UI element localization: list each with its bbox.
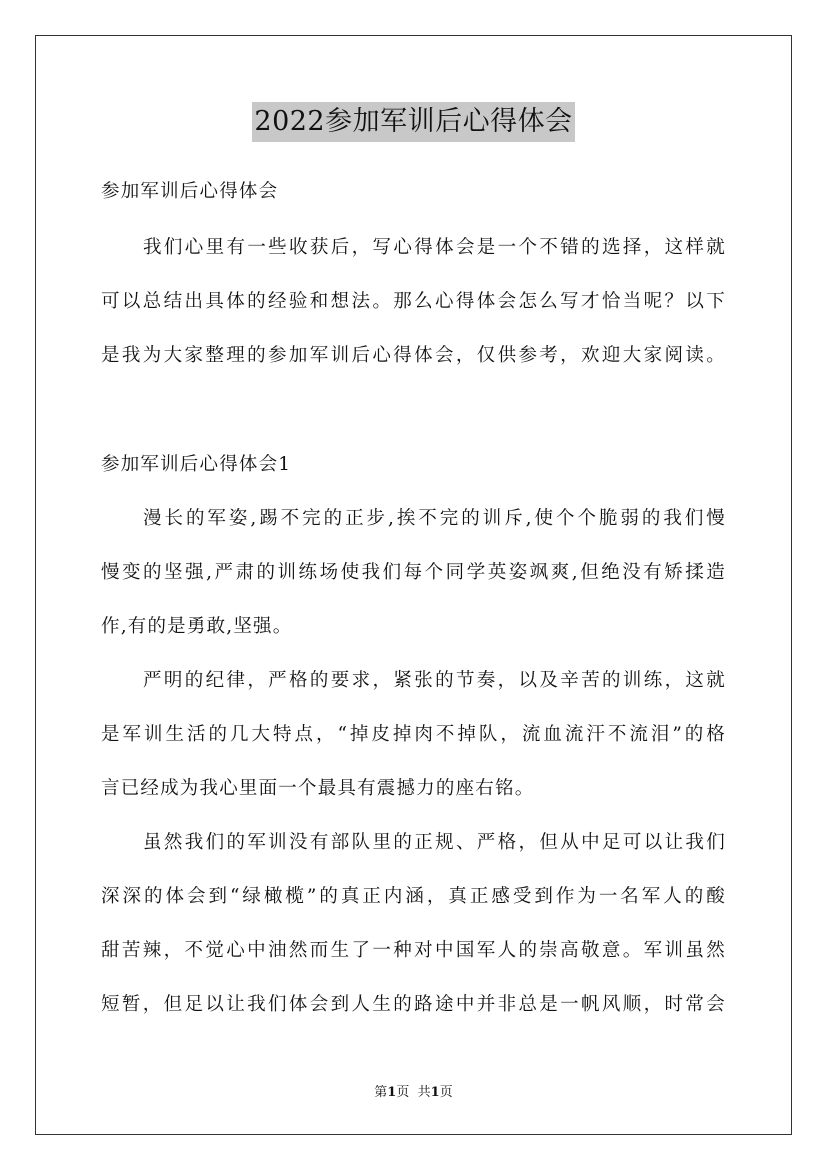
- para1-line-3: 作,有的是勇敢,坚强。: [101, 616, 293, 637]
- para3-line-2: 深深的体会到“绿橄榄”的真正内涵，真正感受到作为一名军人的酸: [101, 886, 726, 907]
- para1-line-2: 慢变的坚强,严肃的训练场使我们每个同学英姿飒爽,但绝没有矫揉造: [101, 562, 726, 583]
- intro-line-3: 是我为大家整理的参加军训后心得体会，仅供参考，欢迎大家阅读。: [101, 345, 726, 366]
- para3-line-4: 短暂，但足以让我们体会到人生的路途中并非总是一帆风顺，时常会: [101, 994, 726, 1015]
- page-footer: [0, 1085, 827, 1101]
- footer-page-suffix: 页: [396, 1085, 410, 1100]
- section-heading: 参加军训后心得体会: [101, 181, 279, 202]
- document-title: 2022参加军训后心得体会: [252, 102, 574, 142]
- para3-line-1: 虽然我们的军训没有部队里的正规、严格，但从中足可以让我们: [143, 832, 726, 853]
- footer-page-prefix: 第: [374, 1085, 388, 1100]
- footer-total-number: 1: [430, 1085, 440, 1100]
- intro-line-2: 可以总结出具体的经验和想法。那么心得体会怎么写才恰当呢？以下: [101, 291, 726, 312]
- footer-total-prefix: 共: [417, 1085, 431, 1100]
- para2-line-2: 是军训生活的几大特点，“掉皮掉肉不掉队，流血流汗不流泪”的格: [101, 724, 726, 745]
- para2-line-1: 严明的纪律，严格的要求，紧张的节奏，以及辛苦的训练，这就: [143, 670, 726, 691]
- para2-line-3: 言已经成为我心里面一个最具有震撼力的座右铭。: [101, 778, 535, 799]
- section-heading-1: 参加军训后心得体会1: [101, 454, 292, 475]
- intro-line-1: 我们心里有一些收获后，写心得体会是一个不错的选择，这样就: [143, 237, 726, 258]
- para1-line-1: 漫长的军姿,踢不完的正步,挨不完的训斥,使个个脆弱的我们慢: [143, 508, 726, 529]
- footer-total-suffix: 页: [439, 1085, 453, 1100]
- para3-line-3: 甜苦辣，不觉心中油然而生了一种对中国军人的崇高敬意。军训虽然: [101, 940, 726, 961]
- footer-page-number: 1: [387, 1085, 397, 1100]
